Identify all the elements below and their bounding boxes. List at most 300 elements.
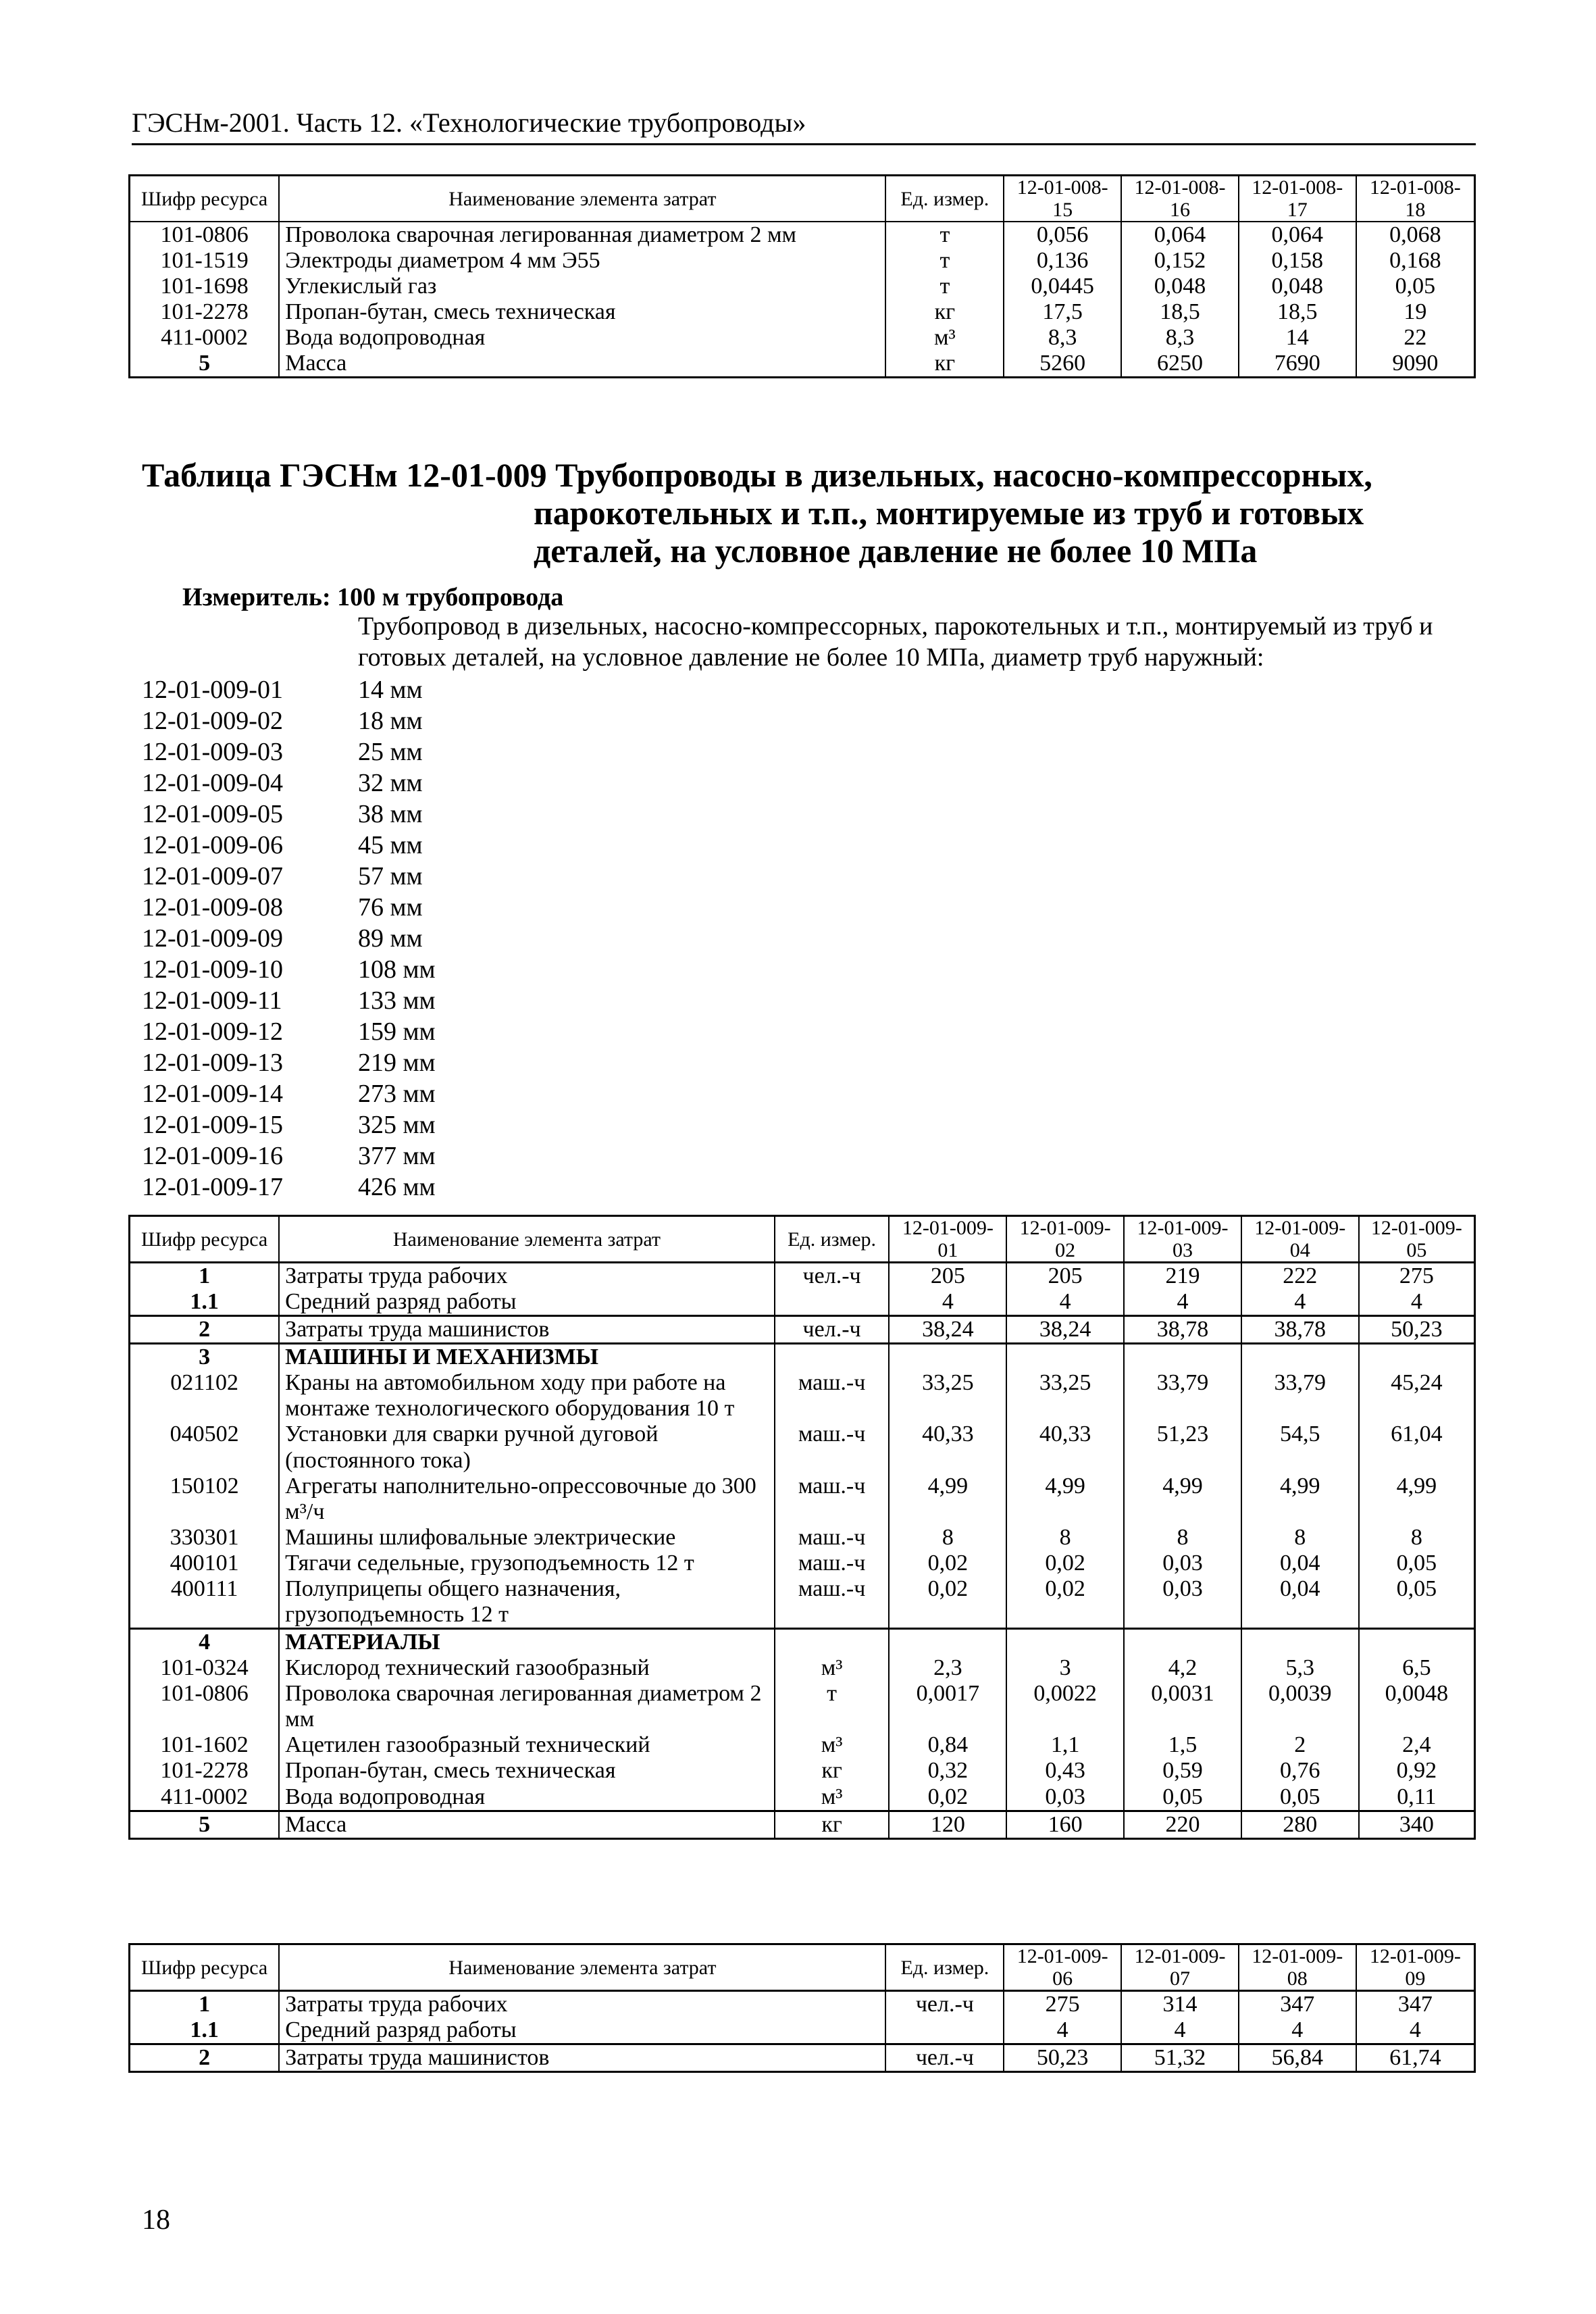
cell-value bbox=[1124, 1629, 1241, 1656]
cell-unit: кг bbox=[885, 351, 1004, 378]
pipe-diameter: 133 мм bbox=[358, 986, 436, 1015]
cell-unit: кг bbox=[775, 1758, 890, 1784]
resource-table-009-b bbox=[128, 1943, 1476, 2073]
cell-value: 0,43 bbox=[1006, 1758, 1124, 1784]
cell-value: 222 bbox=[1241, 1263, 1359, 1290]
cell-value: 0,0039 bbox=[1241, 1681, 1359, 1732]
cell-value: 4 bbox=[1004, 2017, 1121, 2044]
cell-value: 0,136 bbox=[1004, 248, 1121, 274]
cell-value: 1,5 bbox=[1124, 1732, 1241, 1758]
code-list-item bbox=[142, 768, 436, 799]
table-row bbox=[130, 1629, 1475, 1656]
cell-value: 0,0048 bbox=[1359, 1681, 1475, 1732]
cell-value: 38,24 bbox=[889, 1316, 1006, 1344]
cell-unit: чел.-ч bbox=[775, 1263, 890, 1290]
cell-name: Установки для сварки ручной дуговой (постоянного тока) bbox=[279, 1422, 775, 1473]
table-row bbox=[130, 222, 1475, 248]
cell-name: Вода водопроводная bbox=[279, 325, 885, 351]
rate-code: 12-01-009-10 bbox=[142, 955, 283, 984]
cell-name: Пропан-бутан, смесь техническая bbox=[279, 299, 885, 325]
cell-code: 400101 bbox=[130, 1551, 280, 1576]
header-col: 12-01-009-01 bbox=[889, 1216, 1006, 1263]
cell-unit: м³ bbox=[885, 325, 1004, 351]
cell-name: Средний разряд работы bbox=[279, 2017, 885, 2044]
cell-value: 0,84 bbox=[889, 1732, 1006, 1758]
cell-value: 8 bbox=[1241, 1525, 1359, 1551]
cell-code: 101-2278 bbox=[130, 299, 280, 325]
pipe-diameter: 57 мм bbox=[358, 862, 423, 890]
table-row bbox=[130, 1655, 1475, 1681]
cell-value: 18,5 bbox=[1239, 299, 1356, 325]
cell-name: Средний разряд работы bbox=[279, 1289, 775, 1316]
table-row bbox=[130, 2017, 1475, 2044]
work-description: Трубопровод в дизельных, насосно-компрессорных, парокотельных и т.п., монтируемый из труб и готовых деталей, на условное давление не более 10 МПа, диаметр труб наружный: bbox=[358, 612, 1433, 672]
cell-name: Проволока сварочная легированная диаметром 2 мм bbox=[279, 1681, 775, 1732]
cell-value: 0,02 bbox=[889, 1576, 1006, 1629]
rate-code: 12-01-009-13 bbox=[142, 1049, 283, 1077]
cell-code: 2 bbox=[130, 2044, 280, 2072]
cell-value: 347 bbox=[1356, 1991, 1475, 2018]
title-line: Таблица ГЭСНм 12-01-009 Трубопроводы в дизельных, насосно-компрессорных, bbox=[142, 456, 1372, 494]
cell-code: 101-1602 bbox=[130, 1732, 280, 1758]
pipe-diameter: 32 мм bbox=[358, 769, 423, 797]
cell-name: Затраты труда машинистов bbox=[279, 1316, 775, 1344]
cell-value: 0,03 bbox=[1124, 1551, 1241, 1576]
cell-unit: чел.-ч bbox=[775, 1316, 890, 1344]
rate-code: 12-01-009-08 bbox=[142, 893, 283, 922]
cell-name: Затраты труда машинистов bbox=[279, 2044, 885, 2072]
code-list-item bbox=[142, 861, 436, 892]
cell-value: 61,74 bbox=[1356, 2044, 1475, 2072]
table-row bbox=[130, 1422, 1475, 1473]
cell-name: Машины шлифовальные электрические bbox=[279, 1525, 775, 1551]
header-col: 12-01-009-03 bbox=[1124, 1216, 1241, 1263]
table-row bbox=[130, 1991, 1475, 2018]
rate-code: 12-01-009-04 bbox=[142, 769, 283, 797]
cell-value: 4,2 bbox=[1124, 1655, 1241, 1681]
cell-value: 220 bbox=[1124, 1811, 1241, 1838]
cell-name: Вода водопроводная bbox=[279, 1784, 775, 1811]
cell-value bbox=[1006, 1629, 1124, 1656]
table-row bbox=[130, 1263, 1475, 1290]
header-col: 12-01-009-06 bbox=[1004, 1944, 1121, 1991]
cell-unit: кг bbox=[885, 299, 1004, 325]
cell-value: 4 bbox=[1241, 1289, 1359, 1316]
title-line: парокотельных и т.п., монтируемые из труб и готовых bbox=[534, 494, 1364, 532]
header-code: Шифр ресурса bbox=[130, 1216, 280, 1263]
code-list-item bbox=[142, 705, 436, 736]
cell-value: 0,0022 bbox=[1006, 1681, 1124, 1732]
cell-value: 8 bbox=[1359, 1525, 1475, 1551]
cell-code: 5 bbox=[130, 1811, 280, 1838]
code-list-item bbox=[142, 736, 436, 768]
header-code: Шифр ресурса bbox=[130, 176, 280, 222]
cell-code: 101-0806 bbox=[130, 1681, 280, 1732]
cell-value: 4 bbox=[1121, 2017, 1239, 2044]
cell-value: 0,02 bbox=[1006, 1576, 1124, 1629]
cell-value: 0,048 bbox=[1121, 274, 1239, 299]
resource-table-009-a bbox=[128, 1215, 1476, 1840]
cell-value: 8 bbox=[889, 1525, 1006, 1551]
cell-unit: маш.-ч bbox=[775, 1474, 890, 1525]
cell-unit bbox=[775, 1289, 890, 1316]
cell-unit: т bbox=[775, 1681, 890, 1732]
cell-value: 0,152 bbox=[1121, 248, 1239, 274]
code-list-item bbox=[142, 1172, 436, 1203]
cell-value: 0,05 bbox=[1241, 1784, 1359, 1811]
cell-name: Агрегаты наполнительно-опрессовочные до 300 м³/ч bbox=[279, 1474, 775, 1525]
pipe-diameter: 159 мм bbox=[358, 1017, 436, 1046]
pipe-diameter: 14 мм bbox=[358, 676, 423, 704]
rate-code: 12-01-009-02 bbox=[142, 707, 283, 735]
pipe-diameter: 273 мм bbox=[358, 1080, 436, 1108]
code-list-item bbox=[142, 1078, 436, 1109]
cell-value: 4,99 bbox=[1006, 1474, 1124, 1525]
cell-value: 3 bbox=[1006, 1655, 1124, 1681]
cell-value: 4 bbox=[1356, 2017, 1475, 2044]
cell-code: 4 bbox=[130, 1629, 280, 1656]
header-name: Наименование элемента затрат bbox=[279, 1216, 775, 1263]
cell-value: 5,3 bbox=[1241, 1655, 1359, 1681]
cell-code: 330301 bbox=[130, 1525, 280, 1551]
cell-value bbox=[1359, 1344, 1475, 1371]
cell-name: МАТЕРИАЛЫ bbox=[279, 1629, 775, 1656]
cell-value: 4 bbox=[1006, 1289, 1124, 1316]
cell-value: 4,99 bbox=[1124, 1474, 1241, 1525]
table-row bbox=[130, 299, 1475, 325]
cell-value: 314 bbox=[1121, 1991, 1239, 2018]
cell-name: Масса bbox=[279, 351, 885, 378]
rate-code: 12-01-009-05 bbox=[142, 800, 283, 828]
cell-value: 0,064 bbox=[1121, 222, 1239, 248]
header-col: 12-01-009-05 bbox=[1359, 1216, 1475, 1263]
cell-code: 150102 bbox=[130, 1474, 280, 1525]
cell-value: 6250 bbox=[1121, 351, 1239, 378]
code-list-item bbox=[142, 1016, 436, 1047]
cell-value: 0,04 bbox=[1241, 1551, 1359, 1576]
cell-value: 50,23 bbox=[1004, 2044, 1121, 2072]
cell-value: 0,05 bbox=[1124, 1784, 1241, 1811]
cell-unit bbox=[775, 1629, 890, 1656]
cell-unit: т bbox=[885, 274, 1004, 299]
cell-unit: маш.-ч bbox=[775, 1525, 890, 1551]
header-col: 12-01-009-07 bbox=[1121, 1944, 1239, 1991]
table-row bbox=[130, 1784, 1475, 1811]
table-row bbox=[130, 1811, 1475, 1838]
cell-unit: маш.-ч bbox=[775, 1576, 890, 1629]
cell-code: 101-1698 bbox=[130, 274, 280, 299]
cell-unit: т bbox=[885, 222, 1004, 248]
table-row bbox=[130, 1576, 1475, 1629]
code-list-item bbox=[142, 1047, 436, 1078]
cell-value: 5260 bbox=[1004, 351, 1121, 378]
cell-unit: чел.-ч bbox=[885, 2044, 1004, 2072]
cell-value: 0,32 bbox=[889, 1758, 1006, 1784]
cell-value: 0,048 bbox=[1239, 274, 1356, 299]
cell-value: 219 bbox=[1124, 1263, 1241, 1290]
table-row bbox=[130, 1344, 1475, 1371]
table-row bbox=[130, 274, 1475, 299]
header-name: Наименование элемента затрат bbox=[279, 1944, 885, 1991]
cell-value bbox=[1006, 1344, 1124, 1371]
cell-value: 51,23 bbox=[1124, 1422, 1241, 1473]
table-row bbox=[130, 1758, 1475, 1784]
cell-value: 33,25 bbox=[889, 1370, 1006, 1422]
cell-value: 38,78 bbox=[1241, 1316, 1359, 1344]
cell-code: 2 bbox=[130, 1316, 280, 1344]
cell-value: 38,78 bbox=[1124, 1316, 1241, 1344]
cell-value: 19 bbox=[1356, 299, 1475, 325]
cell-value: 280 bbox=[1241, 1811, 1359, 1838]
cell-unit: м³ bbox=[775, 1732, 890, 1758]
table-row bbox=[130, 1681, 1475, 1732]
page-number: 18 bbox=[142, 2205, 170, 2236]
cell-name: Электроды диаметром 4 мм Э55 bbox=[279, 248, 885, 274]
cell-value: 0,05 bbox=[1359, 1576, 1475, 1629]
cell-value: 8 bbox=[1006, 1525, 1124, 1551]
cell-value: 0,064 bbox=[1239, 222, 1356, 248]
cell-value: 22 bbox=[1356, 325, 1475, 351]
rate-code: 12-01-009-15 bbox=[142, 1111, 283, 1139]
cell-value: 340 bbox=[1359, 1811, 1475, 1838]
cell-value: 40,33 bbox=[1006, 1422, 1124, 1473]
cell-code: 101-0806 bbox=[130, 222, 280, 248]
cell-value bbox=[1241, 1629, 1359, 1656]
cell-value: 2,3 bbox=[889, 1655, 1006, 1681]
cell-value: 0,05 bbox=[1359, 1551, 1475, 1576]
cell-value: 0,0017 bbox=[889, 1681, 1006, 1732]
cell-value: 56,84 bbox=[1239, 2044, 1356, 2072]
cell-value: 0,04 bbox=[1241, 1576, 1359, 1629]
header-col: 12-01-008-17 bbox=[1239, 176, 1356, 222]
cell-value bbox=[1359, 1629, 1475, 1656]
cell-value: 0,0031 bbox=[1124, 1681, 1241, 1732]
cell-value: 0,056 bbox=[1004, 222, 1121, 248]
rate-code: 12-01-009-11 bbox=[142, 986, 282, 1015]
cell-code: 411-0002 bbox=[130, 1784, 280, 1811]
cell-value: 0,02 bbox=[889, 1784, 1006, 1811]
cell-value: 0,068 bbox=[1356, 222, 1475, 248]
rate-code: 12-01-009-01 bbox=[142, 676, 283, 704]
pipe-diameter: 325 мм bbox=[358, 1111, 436, 1139]
rate-code: 12-01-009-16 bbox=[142, 1142, 283, 1170]
cell-code: 1.1 bbox=[130, 1289, 280, 1316]
header-col: 12-01-008-18 bbox=[1356, 176, 1475, 222]
table-row bbox=[130, 325, 1475, 351]
cell-value: 275 bbox=[1359, 1263, 1475, 1290]
rate-code: 12-01-009-14 bbox=[142, 1080, 283, 1108]
rate-code: 12-01-009-07 bbox=[142, 862, 283, 890]
cell-value: 8 bbox=[1124, 1525, 1241, 1551]
cell-value: 0,05 bbox=[1356, 274, 1475, 299]
cell-value: 4 bbox=[1124, 1289, 1241, 1316]
table-row bbox=[130, 1370, 1475, 1422]
cell-value: 4,99 bbox=[1241, 1474, 1359, 1525]
cell-code: 400111 bbox=[130, 1576, 280, 1629]
rate-code: 12-01-009-17 bbox=[142, 1173, 283, 1201]
cell-value: 0,02 bbox=[1006, 1551, 1124, 1576]
cell-unit bbox=[775, 1344, 890, 1371]
cell-value: 0,168 bbox=[1356, 248, 1475, 274]
cell-value: 0,02 bbox=[889, 1551, 1006, 1576]
cell-code: 1 bbox=[130, 1991, 280, 2018]
header-code: Шифр ресурса bbox=[130, 1944, 280, 1991]
cell-value: 0,92 bbox=[1359, 1758, 1475, 1784]
cell-code: 101-2278 bbox=[130, 1758, 280, 1784]
cell-value: 120 bbox=[889, 1811, 1006, 1838]
header-col: 12-01-008-16 bbox=[1121, 176, 1239, 222]
table-row bbox=[130, 1289, 1475, 1316]
pipe-diameter: 45 мм bbox=[358, 831, 423, 859]
rate-code: 12-01-009-06 bbox=[142, 831, 283, 859]
cell-value: 54,5 bbox=[1241, 1422, 1359, 1473]
table-row bbox=[130, 1525, 1475, 1551]
header-unit: Ед. измер. bbox=[885, 1944, 1004, 1991]
title-line: деталей, на условное давление не более 10 МПа bbox=[534, 532, 1258, 570]
code-list-item bbox=[142, 830, 436, 861]
cell-value: 14 bbox=[1239, 325, 1356, 351]
cell-value: 4,99 bbox=[1359, 1474, 1475, 1525]
header-col: 12-01-009-02 bbox=[1006, 1216, 1124, 1263]
cell-name: Пропан-бутан, смесь техническая bbox=[279, 1758, 775, 1784]
cell-value: 8,3 bbox=[1121, 325, 1239, 351]
cell-value: 4 bbox=[1359, 1289, 1475, 1316]
pipe-diameter: 25 мм bbox=[358, 738, 423, 766]
cell-value bbox=[1241, 1344, 1359, 1371]
cell-unit: чел.-ч bbox=[885, 1991, 1004, 2018]
cell-name: Затраты труда рабочих bbox=[279, 1263, 775, 1290]
cell-value: 0,158 bbox=[1239, 248, 1356, 274]
table-row bbox=[130, 351, 1475, 378]
cell-value: 0,03 bbox=[1124, 1576, 1241, 1629]
cell-value: 2,4 bbox=[1359, 1732, 1475, 1758]
pipe-diameter: 38 мм bbox=[358, 800, 423, 828]
cell-unit: м³ bbox=[775, 1784, 890, 1811]
cell-value: 0,0445 bbox=[1004, 274, 1121, 299]
cell-value: 275 bbox=[1004, 1991, 1121, 2018]
code-list-item bbox=[142, 1140, 436, 1172]
cell-unit: м³ bbox=[775, 1655, 890, 1681]
cell-value: 17,5 bbox=[1004, 299, 1121, 325]
header-unit: Ед. измер. bbox=[775, 1216, 890, 1263]
header-col: 12-01-009-04 bbox=[1241, 1216, 1359, 1263]
cell-value: 18,5 bbox=[1121, 299, 1239, 325]
cell-name: Масса bbox=[279, 1811, 775, 1838]
cell-name: МАШИНЫ И МЕХАНИЗМЫ bbox=[279, 1344, 775, 1371]
code-list-item bbox=[142, 1109, 436, 1140]
pipe-diameter: 426 мм bbox=[358, 1173, 436, 1201]
code-list-item bbox=[142, 674, 436, 705]
cell-value: 8,3 bbox=[1004, 325, 1121, 351]
header-col: 12-01-008-15 bbox=[1004, 176, 1121, 222]
cell-value bbox=[1124, 1344, 1241, 1371]
cell-value: 50,23 bbox=[1359, 1316, 1475, 1344]
cell-value bbox=[889, 1344, 1006, 1371]
cell-value: 33,79 bbox=[1241, 1370, 1359, 1422]
cell-value: 4 bbox=[1239, 2017, 1356, 2044]
cell-value: 205 bbox=[1006, 1263, 1124, 1290]
cell-code: 1.1 bbox=[130, 2017, 280, 2044]
cell-value: 38,24 bbox=[1006, 1316, 1124, 1344]
cell-value: 61,04 bbox=[1359, 1422, 1475, 1473]
pipe-diameter: 18 мм bbox=[358, 707, 423, 735]
cell-name: Ацетилен газообразный технический bbox=[279, 1732, 775, 1758]
cell-value: 0,03 bbox=[1006, 1784, 1124, 1811]
pipe-diameter: 89 мм bbox=[358, 924, 423, 953]
cell-value: 40,33 bbox=[889, 1422, 1006, 1473]
pipe-diameter: 219 мм bbox=[358, 1049, 436, 1077]
cell-name: Тягачи седельные, грузоподъемность 12 т bbox=[279, 1551, 775, 1576]
resource-table-008 bbox=[128, 174, 1476, 378]
cell-code: 101-1519 bbox=[130, 248, 280, 274]
pipe-diameter: 108 мм bbox=[358, 955, 436, 984]
code-list-item bbox=[142, 892, 436, 923]
header-col: 12-01-009-09 bbox=[1356, 1944, 1475, 1991]
cell-code: 021102 bbox=[130, 1370, 280, 1422]
cell-unit bbox=[885, 2017, 1004, 2044]
pipe-diameter: 76 мм bbox=[358, 893, 423, 922]
cell-value: 9090 bbox=[1356, 351, 1475, 378]
code-list bbox=[142, 674, 436, 1203]
cell-value: 4,99 bbox=[889, 1474, 1006, 1525]
cell-value: 205 bbox=[889, 1263, 1006, 1290]
cell-code: 1 bbox=[130, 1263, 280, 1290]
table-row bbox=[130, 1732, 1475, 1758]
measure-unit: Измеритель: 100 м трубопровода bbox=[182, 583, 564, 611]
table-row bbox=[130, 1316, 1475, 1344]
cell-value: 0,11 bbox=[1359, 1784, 1475, 1811]
rate-code: 12-01-009-03 bbox=[142, 738, 283, 766]
table-title bbox=[142, 456, 1398, 570]
cell-value: 0,76 bbox=[1241, 1758, 1359, 1784]
rate-code: 12-01-009-09 bbox=[142, 924, 283, 953]
cell-code: 411-0002 bbox=[130, 325, 280, 351]
cell-code: 101-0324 bbox=[130, 1655, 280, 1681]
cell-value: 7690 bbox=[1239, 351, 1356, 378]
cell-code: 040502 bbox=[130, 1422, 280, 1473]
table-row bbox=[130, 2044, 1475, 2072]
cell-value: 4 bbox=[889, 1289, 1006, 1316]
table-row bbox=[130, 1474, 1475, 1525]
cell-value: 33,25 bbox=[1006, 1370, 1124, 1422]
header-name: Наименование элемента затрат bbox=[279, 176, 885, 222]
cell-value: 1,1 bbox=[1006, 1732, 1124, 1758]
cell-value: 0,59 bbox=[1124, 1758, 1241, 1784]
cell-code: 5 bbox=[130, 351, 280, 378]
cell-value: 45,24 bbox=[1359, 1370, 1475, 1422]
pipe-diameter: 377 мм bbox=[358, 1142, 436, 1170]
cell-name: Кислород технический газообразный bbox=[279, 1655, 775, 1681]
cell-unit: маш.-ч bbox=[775, 1422, 890, 1473]
cell-unit: кг bbox=[775, 1811, 890, 1838]
table-row bbox=[130, 1551, 1475, 1576]
cell-value: 160 bbox=[1006, 1811, 1124, 1838]
cell-value: 6,5 bbox=[1359, 1655, 1475, 1681]
table-row bbox=[130, 248, 1475, 274]
code-list-item bbox=[142, 985, 436, 1016]
cell-value: 2 bbox=[1241, 1732, 1359, 1758]
cell-name: Углекислый газ bbox=[279, 274, 885, 299]
cell-name: Затраты труда рабочих bbox=[279, 1991, 885, 2018]
cell-value: 51,32 bbox=[1121, 2044, 1239, 2072]
code-list-item bbox=[142, 799, 436, 830]
cell-code: 3 bbox=[130, 1344, 280, 1371]
cell-value: 33,79 bbox=[1124, 1370, 1241, 1422]
cell-unit: т bbox=[885, 248, 1004, 274]
cell-unit: маш.-ч bbox=[775, 1551, 890, 1576]
cell-value bbox=[889, 1629, 1006, 1656]
code-list-item bbox=[142, 923, 436, 954]
